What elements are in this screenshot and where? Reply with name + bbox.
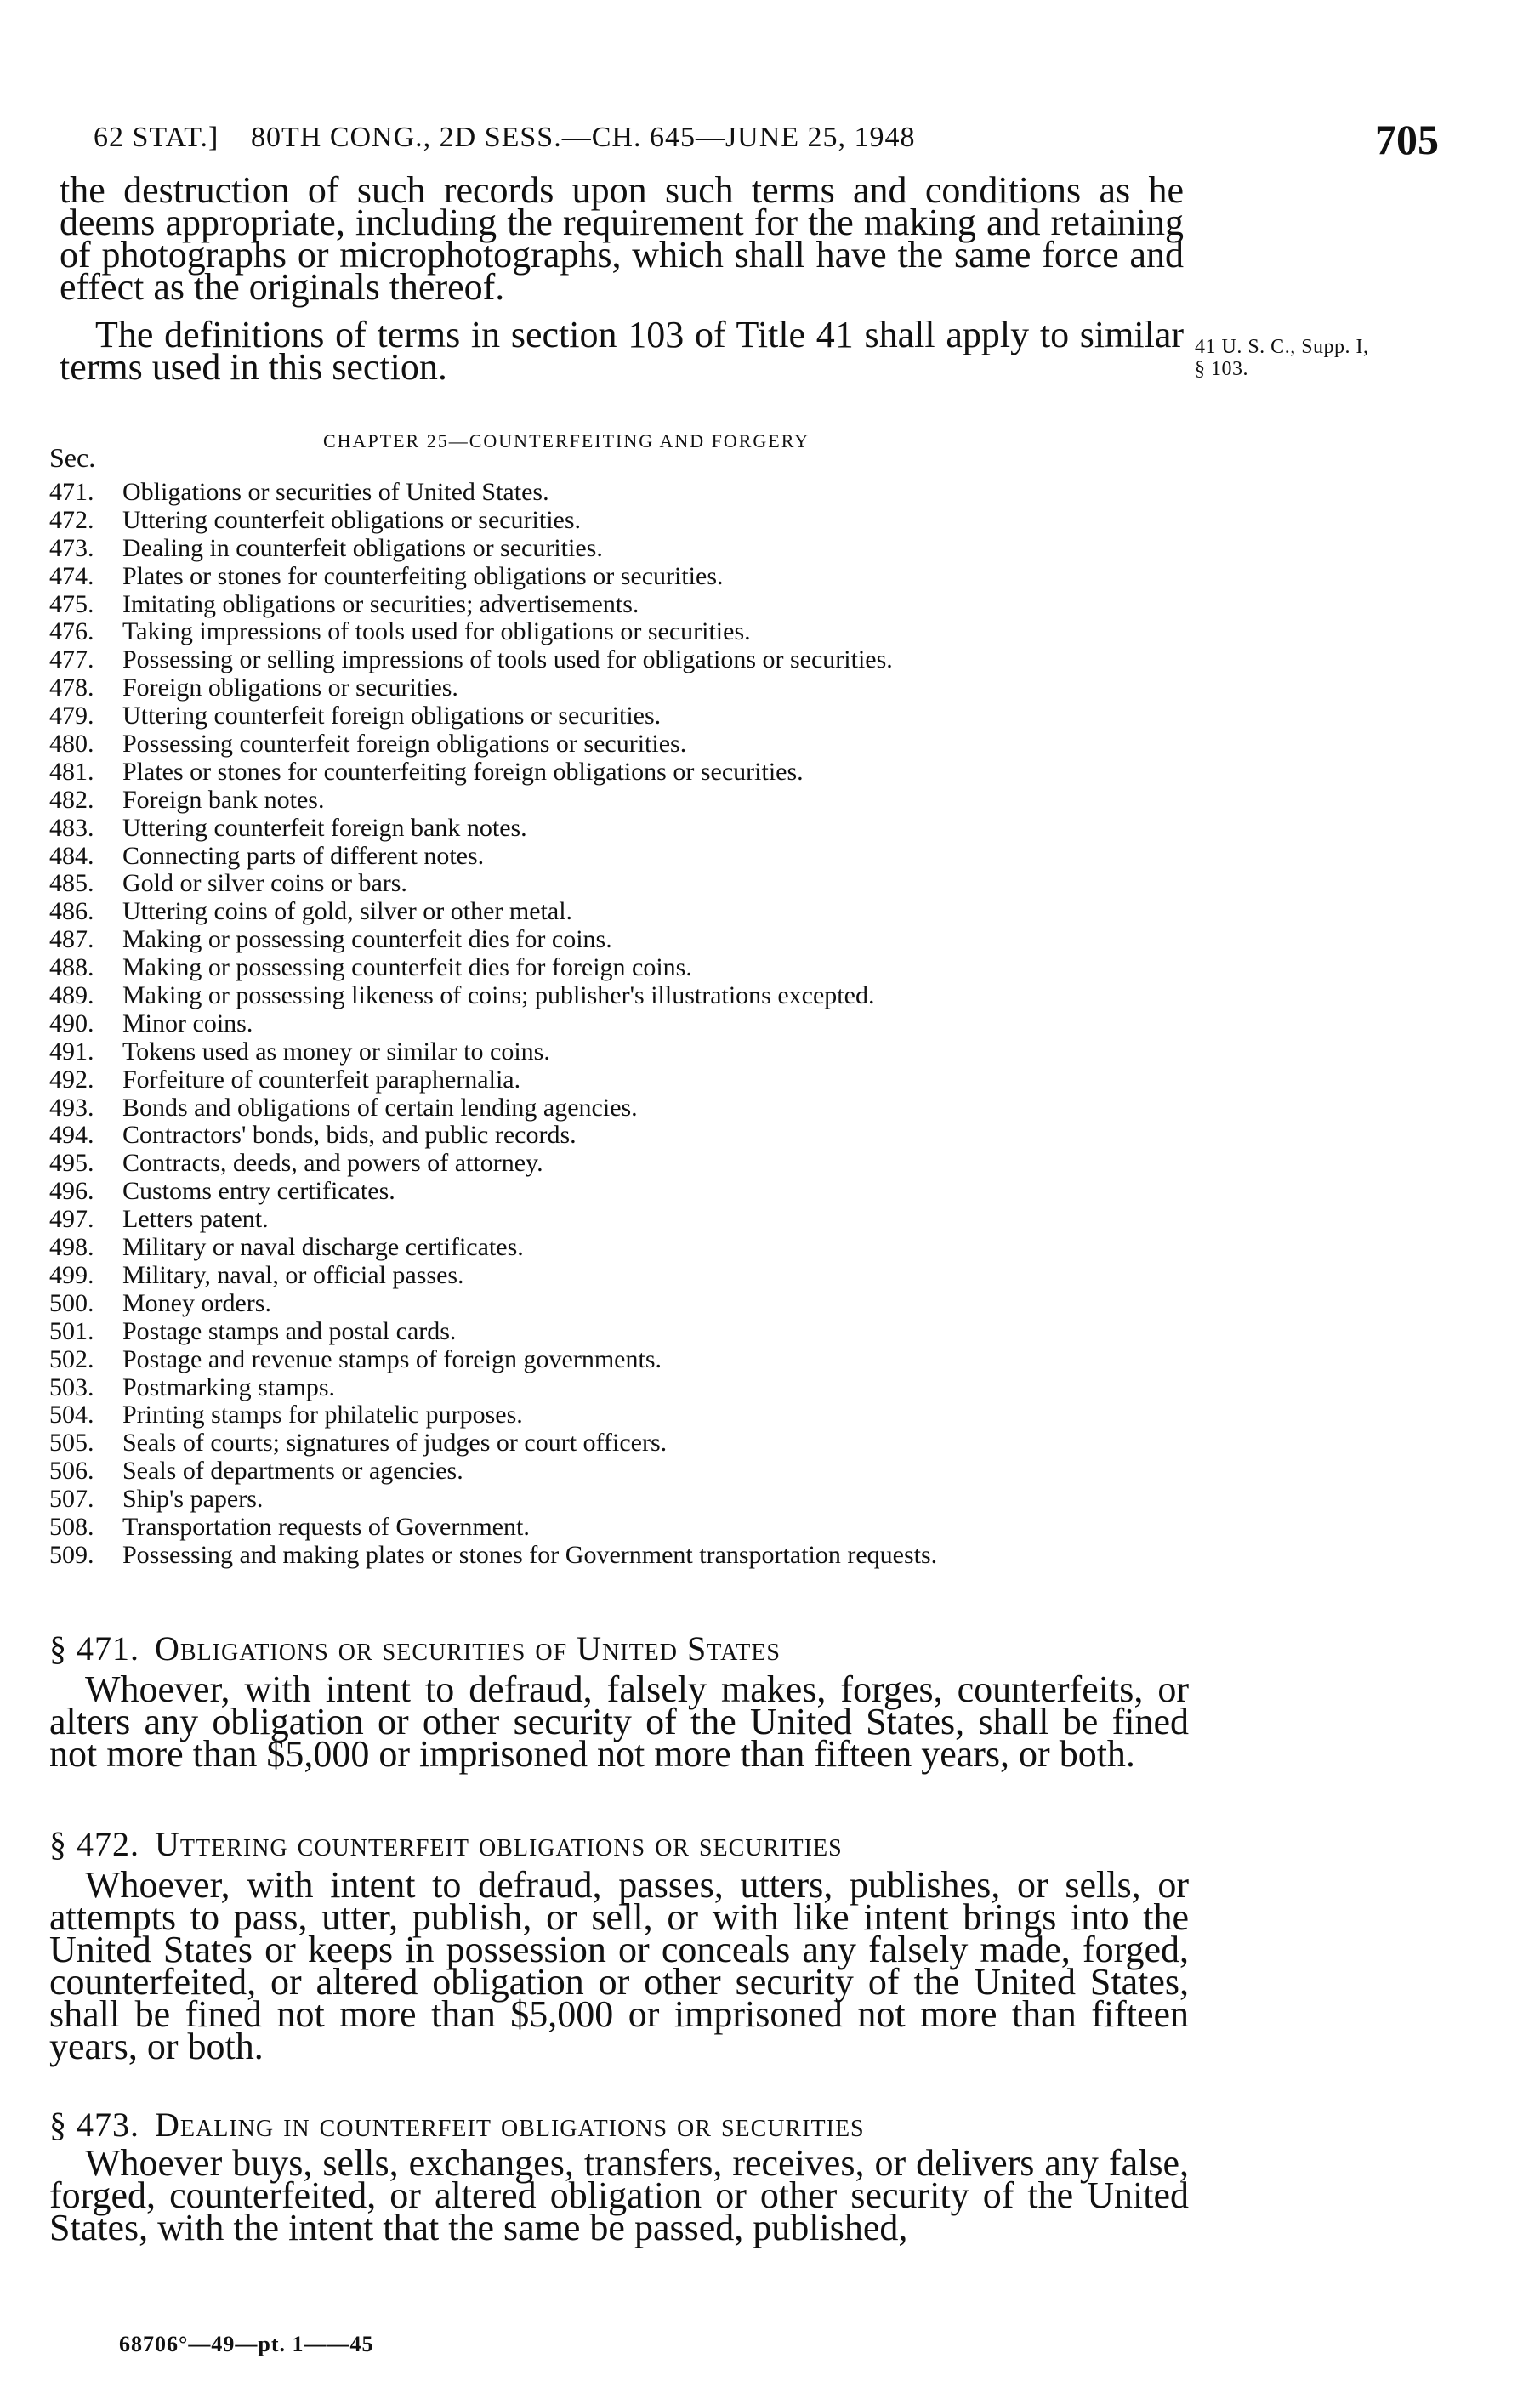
toc-entry-title: Postage stamps and postal cards.	[122, 1316, 457, 1345]
toc-entry-number: 507.	[49, 1485, 94, 1514]
toc-entry-title: Military, naval, or official passes.	[122, 1260, 464, 1289]
section-number: § 472.	[49, 1825, 139, 1863]
toc-entry	[49, 646, 1189, 674]
section-title: Dealing in counterfeit obligations or securities	[155, 2106, 865, 2144]
toc-entry-number: 480.	[49, 730, 94, 759]
toc-entry-title: Letters patent.	[122, 1205, 269, 1234]
margin-citation-line-1: 41 U. S. C., Supp. I,	[1195, 336, 1369, 358]
toc-entry	[49, 1401, 1189, 1429]
toc-entry-title: Making or possessing likeness of coins; publisher's illustrations excepted.	[122, 981, 875, 1010]
toc-entry	[49, 1010, 1189, 1038]
toc-entry-title: Printing stamps for philatelic purposes.	[122, 1401, 523, 1429]
section-text-473: Whoever buys, sells, exchanges, transfers, receives, or delivers any false, forged, counterfeited, or altered obligation or other security of the United States, with the intent that the same be passed, published,	[49, 2142, 1189, 2248]
toc-entry	[49, 1234, 1189, 1262]
toc-entry-title: Connecting parts of different notes.	[122, 841, 485, 870]
toc-entry	[49, 674, 1189, 702]
margin-citation-line-2: § 103.	[1195, 358, 1248, 380]
toc-entry-title: Uttering counterfeit foreign bank notes.	[122, 813, 527, 842]
toc-entry-title: Forfeiture of counterfeit paraphernalia.	[122, 1065, 521, 1094]
toc-entry	[49, 1262, 1189, 1290]
toc-entry	[49, 618, 1189, 646]
toc-entry	[49, 702, 1189, 730]
toc-entry	[49, 898, 1189, 926]
toc-entry	[49, 1038, 1189, 1066]
toc-entry-number: 505.	[49, 1429, 94, 1458]
toc-entry-title: Customs entry certificates.	[122, 1177, 395, 1206]
toc-entry	[49, 870, 1189, 898]
intro-paragraph-2: The definitions of terms in section 103 of Title 41 shall apply to similar terms used in this section.	[60, 314, 1184, 388]
toc-entry-number: 474.	[49, 561, 94, 590]
toc-entry-title: Foreign bank notes.	[122, 785, 325, 814]
toc-entry-title: Uttering counterfeit obligations or securities.	[122, 505, 582, 534]
toc-entry-number: 472.	[49, 505, 94, 534]
toc-entry-title: Transportation requests of Government.	[122, 1512, 530, 1541]
toc-entry-number: 483.	[49, 813, 94, 842]
toc-entry-title: Foreign obligations or securities.	[122, 673, 458, 702]
print-code: 68706°—49—pt. 1——45	[119, 2332, 374, 2356]
toc-entry	[49, 507, 1189, 535]
toc-entry-number: 482.	[49, 785, 94, 814]
toc-entry-title: Gold or silver coins or bars.	[122, 869, 407, 898]
toc-entry	[49, 535, 1189, 563]
toc-entry-number: 479.	[49, 702, 94, 730]
running-header	[94, 115, 1437, 166]
section-list	[49, 479, 1189, 1598]
section-title: Obligations or securities of United States	[155, 1629, 781, 1668]
toc-entry-title: Uttering coins of gold, silver or other metal.	[122, 897, 573, 926]
toc-entry	[49, 591, 1189, 619]
toc-entry-title: Imitating obligations or securities; advertisements.	[122, 589, 639, 618]
toc-entry-number: 490.	[49, 1009, 94, 1037]
toc-entry	[49, 843, 1189, 871]
section-text-471: Whoever, with intent to defraud, falsely makes, forges, counterfeits, or alters any obligation or other security of the United States, shall be fined not more than $5,000 or imprisoned not more than fifteen years, or both.	[49, 1668, 1189, 1775]
toc-entry	[49, 815, 1189, 843]
toc-entry-number: 497.	[49, 1205, 94, 1234]
toc-entry-number: 503.	[49, 1373, 94, 1401]
statute-volume: 62 STAT.]	[94, 122, 219, 153]
toc-entry-number: 473.	[49, 533, 94, 562]
toc-entry	[49, 1458, 1189, 1486]
section-text-472: Whoever, with intent to defraud, passes, utters, publishes, or sells, or attempts to pass, utter, publish, or sell, or with like intent brings into the United States or keeps in possession or conceals any falsely made, forged, counterfeited, or altered obligation or other security of the United States, shall be fined not more than $5,000 or imprisoned not more than fifteen years, or both.	[49, 1864, 1189, 2067]
toc-entry	[49, 759, 1189, 787]
toc-entry-number: 481.	[49, 757, 94, 786]
toc-entry	[49, 982, 1189, 1010]
section-title: Uttering counterfeit obligations or securities	[155, 1825, 843, 1863]
toc-entry	[49, 1374, 1189, 1402]
toc-entry-title: Obligations or securities of United States.	[122, 478, 549, 506]
toc-entry-number: 492.	[49, 1065, 94, 1094]
toc-entry-number: 484.	[49, 841, 94, 870]
toc-entry	[49, 954, 1189, 982]
toc-entry-title: Money orders.	[122, 1288, 271, 1317]
toc-entry-title: Possessing counterfeit foreign obligations or securities.	[122, 730, 687, 759]
toc-entry	[49, 1514, 1189, 1542]
toc-entry-number: 504.	[49, 1401, 94, 1429]
toc-entry-number: 506.	[49, 1457, 94, 1486]
toc-entry-title: Possessing or selling impressions of tools used for obligations or securities.	[122, 645, 893, 674]
toc-entry-number: 491.	[49, 1037, 94, 1066]
toc-entry	[49, 1346, 1189, 1374]
section-heading-472	[49, 1824, 843, 1864]
toc-entry	[49, 787, 1189, 815]
toc-entry	[49, 1290, 1189, 1318]
toc-entry	[49, 1429, 1189, 1458]
toc-entry-title: Dealing in counterfeit obligations or securities.	[122, 533, 603, 562]
toc-entry-title: Ship's papers.	[122, 1485, 264, 1514]
toc-entry-title: Bonds and obligations of certain lending agencies.	[122, 1093, 638, 1122]
toc-entry-number: 509.	[49, 1540, 94, 1569]
toc-entry-title: Making or possessing counterfeit dies for foreign coins.	[122, 953, 692, 982]
toc-entry-title: Seals of departments or agencies.	[122, 1457, 463, 1486]
toc-entry	[49, 1066, 1189, 1094]
toc-entry-title: Plates or stones for counterfeiting obligations or securities.	[122, 561, 724, 590]
toc-entry-title: Making or possessing counterfeit dies for coins.	[122, 925, 612, 954]
toc-entry-number: 487.	[49, 925, 94, 954]
toc-entry-number: 496.	[49, 1177, 94, 1206]
toc-entry	[49, 1206, 1189, 1234]
toc-entry-number: 498.	[49, 1233, 94, 1262]
toc-entry	[49, 563, 1189, 591]
toc-entry-number: 499.	[49, 1260, 94, 1289]
toc-entry-title: Plates or stones for counterfeiting foreign obligations or securities.	[122, 757, 804, 786]
toc-entry-title: Taking impressions of tools used for obligations or securities.	[122, 617, 751, 646]
section-heading-471	[49, 1628, 781, 1668]
toc-entry	[49, 1486, 1189, 1514]
margin-citation	[1195, 336, 1369, 380]
toc-entry-number: 477.	[49, 645, 94, 674]
toc-entry	[49, 1542, 1189, 1598]
toc-entry-number: 475.	[49, 589, 94, 618]
toc-entry-title: Uttering counterfeit foreign obligations or securities.	[122, 702, 662, 730]
toc-entry-title: Contractors' bonds, bids, and public records.	[122, 1121, 577, 1150]
toc-entry-title: Tokens used as money or similar to coins.	[122, 1037, 550, 1066]
toc-entry-number: 476.	[49, 617, 94, 646]
toc-entry	[49, 1150, 1189, 1178]
page-number: 705	[1375, 116, 1439, 163]
toc-entry-title: Military or naval discharge certificates.	[122, 1233, 524, 1262]
toc-entry-number: 494.	[49, 1121, 94, 1150]
toc-entry-number: 500.	[49, 1288, 94, 1317]
toc-entry	[49, 1178, 1189, 1206]
toc-entry-number: 486.	[49, 897, 94, 926]
section-number: § 471.	[49, 1629, 139, 1668]
section-heading-473	[49, 2105, 865, 2145]
sec-label: Sec.	[49, 442, 96, 473]
intro-paragraph-1: the destruction of such records upon such terms and conditions as he deems appropriate, including the requirement for the making and retaining of photographs or microphotographs, which shall have the same force and effect as the originals thereof.	[60, 169, 1184, 308]
chapter-title: CHAPTER 25—COUNTERFEITING AND FORGERY	[323, 430, 810, 452]
toc-entry-number: 478.	[49, 673, 94, 702]
toc-entry	[49, 1094, 1189, 1122]
toc-entry-number: 488.	[49, 953, 94, 982]
toc-entry-number: 501.	[49, 1316, 94, 1345]
toc-entry	[49, 1318, 1189, 1346]
toc-entry-number: 508.	[49, 1512, 94, 1541]
toc-entry-title: Minor coins.	[122, 1009, 253, 1037]
toc-entry-number: 495.	[49, 1149, 94, 1178]
toc-entry	[49, 730, 1189, 759]
toc-entry-number: 502.	[49, 1344, 94, 1373]
session-info: 80TH CONG., 2D SESS.—CH. 645—JUNE 25, 1948	[251, 122, 916, 153]
toc-entry-number: 471.	[49, 478, 94, 506]
toc-entry	[49, 1122, 1189, 1150]
toc-entry-title: Postage and revenue stamps of foreign governments.	[122, 1344, 662, 1373]
toc-entry	[49, 479, 1189, 507]
toc-entry-number: 485.	[49, 869, 94, 898]
toc-entry-title: Possessing and making plates or stones for Government transportation requests.	[122, 1540, 938, 1569]
toc-entry-title: Seals of courts; signatures of judges or court officers.	[122, 1429, 668, 1458]
section-number: § 473.	[49, 2106, 139, 2144]
toc-entry-title: Contracts, deeds, and powers of attorney.	[122, 1149, 543, 1178]
toc-entry	[49, 926, 1189, 954]
toc-entry-number: 489.	[49, 981, 94, 1010]
toc-entry-number: 493.	[49, 1093, 94, 1122]
toc-entry-title: Postmarking stamps.	[122, 1373, 336, 1401]
